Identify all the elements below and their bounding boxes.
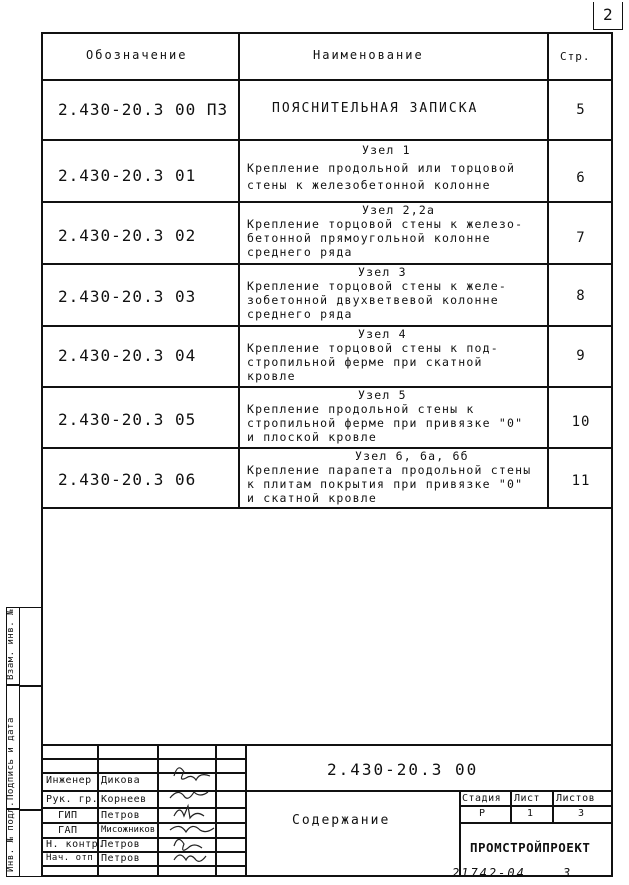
stage-value: Р [479,808,486,819]
signer-role: Н. контр. [46,839,105,850]
header-bottom-line [41,79,613,81]
sheets-value: 3 [578,808,585,819]
row-text: Крепление парапета продольной стены к плитам покрытия при привязке "0" и скатной кровле [247,463,532,505]
title-block-vline [459,790,461,877]
row-code: 2.430-20.3 03 [58,287,197,306]
side-podpis-data: Подпись и дата [6,717,16,800]
signer-role: Нач. отп [46,853,94,863]
row-title: Узел 3 [358,265,407,279]
row-line [41,201,613,203]
row-line [41,263,613,265]
side-stamp-line [20,685,41,687]
row-title: Узел 1 [362,143,411,157]
footer-number: 21742-04 [452,866,526,880]
row-line [41,139,613,141]
row-text: Крепление продольной или торцовой стены к железобетонной колонне [247,161,516,192]
row-code: 2.430-20.3 04 [58,346,197,365]
stage-label: Стадия [462,793,502,804]
row-text: Крепление продольной стены к стропильной ферме при привязке "0" и плоской кровле [247,402,524,444]
side-stamp-line [20,809,41,811]
row-code: 2.430-20.3 01 [58,166,197,185]
row-page: 9 [576,348,586,364]
signer-name: Петров [101,839,141,850]
title-block-vline [510,790,512,822]
signer-name: Петров [101,853,141,864]
signer-name: Дикова [101,775,141,786]
row-line [41,447,613,449]
row-page: 8 [576,288,586,304]
doc-title: Содержание [292,813,391,828]
row-title: Узел 5 [358,388,407,402]
row-title: Узел 2,2а [362,203,436,217]
row-title: Узел 4 [358,327,407,341]
row-code: 2.430-20.3 06 [58,470,197,489]
title-block-vline [157,744,159,877]
row-code: 2.430-20.3 02 [58,226,197,245]
signer-name: Петров [101,810,141,821]
title-block-vline [552,790,554,822]
signer-role: ГИП [58,810,78,821]
row-code: 2.430-20.3 05 [58,410,197,429]
row-page: 6 [576,170,586,186]
row-line [41,386,613,388]
sheet-value: 1 [527,808,534,819]
row-page: 7 [576,230,586,246]
table-divider-1 [238,32,240,507]
row-title: Узел 6, 6а, 6б [355,449,469,463]
side-vzam-inv: Взам. инв. № [6,608,16,680]
row-text: ПОЯСНИТЕЛЬНАЯ ЗАПИСКА [272,101,479,116]
row-text: Крепление торцовой стены к под- стропильной ферме при скатной кровле [247,341,499,383]
row-code: 2.430-20.3 00 ПЗ [58,100,229,119]
header-designation: Обозначение [86,48,188,62]
side-inv-podl: Инв. № подл. [6,800,16,872]
sheets-label: Листов [556,793,596,804]
title-block-line [41,790,613,792]
side-stamp-column [20,607,41,877]
sheet-number-box [593,2,623,30]
signature-scribbles [160,758,220,878]
doc-code: 2.430-20.3 00 [327,760,479,779]
drawing-frame [41,32,613,877]
row-page: 5 [576,102,586,118]
title-block-line [459,822,613,824]
table-bottom-line [41,507,613,509]
signer-role: Инженер [46,775,92,786]
footer-page: 3 [563,866,572,880]
row-line [41,325,613,327]
row-text: Крепление торцовой стены к желе- зобетонной двухветвевой колонне среднего ряда [247,279,507,321]
row-page: 10 [571,414,591,430]
title-block-vline [245,744,247,877]
header-name: Наименование [313,48,424,62]
signer-name: Корнеев [101,794,147,805]
row-text: Крепление торцовой стены к железо- бетонной прямоугольной колонне среднего ряда [247,217,524,259]
sheet-label: Лист [514,793,541,804]
signer-role: Рук. гр. [46,794,99,805]
header-page: Стр. [560,50,591,63]
row-page: 11 [571,473,591,489]
sheet-number: 2 [603,5,613,24]
title-block-top-line [41,744,613,746]
title-block-vline [97,744,99,877]
title-block-line [459,805,613,807]
signer-name: Мисожников [101,825,156,835]
organization: ПРОМСТРОЙПРОЕКТ [470,840,591,855]
signer-role: ГАП [58,825,78,836]
